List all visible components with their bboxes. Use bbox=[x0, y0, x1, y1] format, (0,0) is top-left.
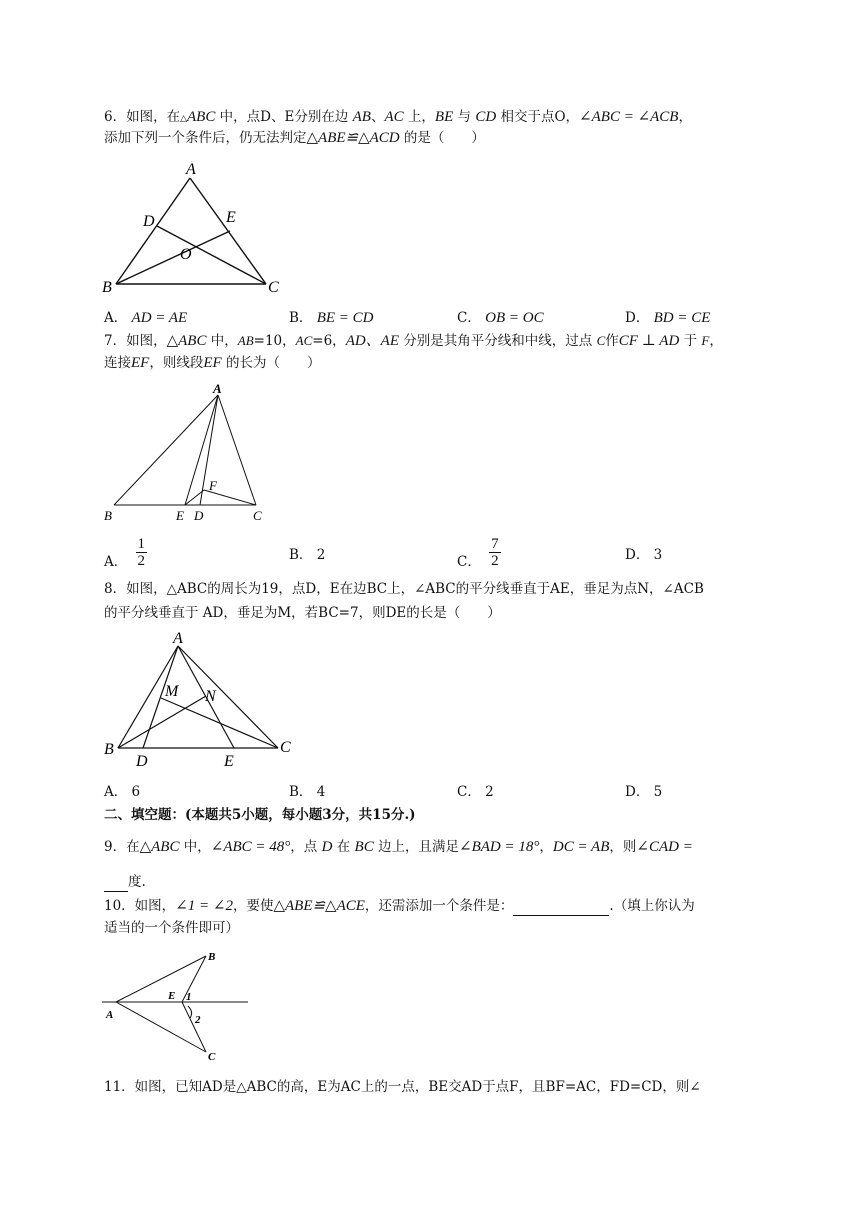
q8-label-M: M bbox=[165, 683, 179, 700]
q6-line1: 6．如图，在△ABC 中，点D、E分别在边 AB、AC 上，BE 与 CD 相交于点O，∠ABC = ∠ACB， bbox=[104, 109, 692, 125]
q8-option-b[interactable]: B． 4 bbox=[289, 784, 326, 800]
q7-fraction-seven-half: $\frac{7}{2}$ bbox=[491, 536, 499, 569]
q6-option-a[interactable]: A． AD = AE bbox=[104, 310, 188, 326]
q10-line1: 10．如图，∠1 = ∠2，要使△ABE≌△ACE，还需添加一个条件是： .（填上你认为 bbox=[104, 898, 695, 914]
q10-figure bbox=[98, 944, 258, 1068]
q6-option-c[interactable]: C． OB = OC bbox=[457, 310, 544, 326]
q7-label-B: B bbox=[104, 508, 112, 523]
q7-line2: 连接EF，则线段EF 的长为（ ） bbox=[104, 355, 321, 371]
q6-figure bbox=[98, 156, 298, 296]
q8-label-C: C bbox=[280, 739, 291, 756]
q8-option-d[interactable]: D． 5 bbox=[625, 784, 663, 800]
q10-line2: 适当的一个条件即可） bbox=[104, 920, 239, 936]
q9-answer-blank[interactable] bbox=[104, 873, 128, 892]
q6-label-B: B bbox=[102, 279, 112, 296]
q7-figure bbox=[98, 383, 278, 525]
section-fill-in-title: 二、填空题：(本题共5小题，每小题3分，共15分.) bbox=[104, 807, 416, 823]
q8-label-D: D bbox=[136, 753, 148, 770]
q10-label-1: 1 bbox=[186, 991, 192, 1003]
q6-label-O: O bbox=[180, 246, 192, 263]
q7-option-b[interactable]: B． 2 bbox=[289, 547, 326, 563]
q10-label-C: C bbox=[208, 1051, 216, 1063]
q10-label-E: E bbox=[168, 990, 176, 1002]
q8-label-N: N bbox=[205, 688, 216, 705]
q10-label-B: B bbox=[208, 951, 216, 963]
q6-line2: 添加下列一个条件后，仍无法判定△ABE≌△ACD 的是（ ） bbox=[104, 130, 485, 146]
q7-label-D: D bbox=[194, 508, 204, 523]
q9-line2: 度. bbox=[104, 873, 146, 892]
q7-label-C: C bbox=[253, 508, 262, 523]
q8-label-A: A bbox=[173, 630, 183, 647]
q8-figure bbox=[98, 628, 298, 770]
q7-option-c[interactable]: C． $\frac{7}{2}$ bbox=[457, 536, 499, 570]
q7-label-F: F bbox=[209, 478, 217, 493]
q6-option-b[interactable]: B． BE = CD bbox=[289, 310, 374, 326]
q6-label-C: C bbox=[268, 279, 279, 296]
q7-fraction-one-half: $\frac{1}{2}$ bbox=[137, 536, 146, 569]
q8-label-E: E bbox=[224, 753, 234, 770]
q7-line1: 7．如图，△ABC 中，AB=10，AC=6，AD、AE 分别是其角平分线和中线，过点 C作CF ⊥ AD 于 F， bbox=[104, 333, 723, 349]
q6-label-A: A bbox=[186, 161, 196, 178]
q7-option-a[interactable]: A． $\frac{1}{2}$ bbox=[104, 536, 146, 570]
q8-label-B: B bbox=[104, 741, 114, 758]
q10-label-A: A bbox=[106, 1009, 114, 1021]
q7-option-d[interactable]: D． 3 bbox=[625, 547, 663, 563]
q6-label-E: E bbox=[226, 209, 236, 226]
q6-label-D: D bbox=[143, 213, 155, 230]
q6-option-d[interactable]: D． BD = CE bbox=[625, 310, 711, 326]
q10-answer-blank[interactable] bbox=[513, 897, 609, 916]
q10-label-2: 2 bbox=[195, 1014, 201, 1026]
q11-line1: 11．如图，已知AD是△ABC的高，E为AC上的一点，BE交AD于点F，且BF=AC，FD=CD，则∠ bbox=[104, 1079, 701, 1095]
q8-line1: 8．如图，△ABC的周长为19，点D，E在边BC上，∠ABC的平分线垂直于AE，垂足为点N，∠ACB bbox=[104, 581, 704, 597]
q8-option-a[interactable]: A． 6 bbox=[104, 784, 141, 800]
q7-label-E: E bbox=[176, 508, 184, 523]
q7-label-A: A bbox=[213, 383, 222, 396]
q8-option-c[interactable]: C． 2 bbox=[457, 784, 494, 800]
q9-line1: 9．在△ABC 中，∠ABC = 48°，点 D 在 BC 边上，且满足∠BAD = 18°，DC = AB，则∠CAD = bbox=[104, 839, 693, 855]
q8-line2: 的平分线垂直于 AD，垂足为M，若BC=7，则DE的长是（ ） bbox=[104, 605, 501, 621]
